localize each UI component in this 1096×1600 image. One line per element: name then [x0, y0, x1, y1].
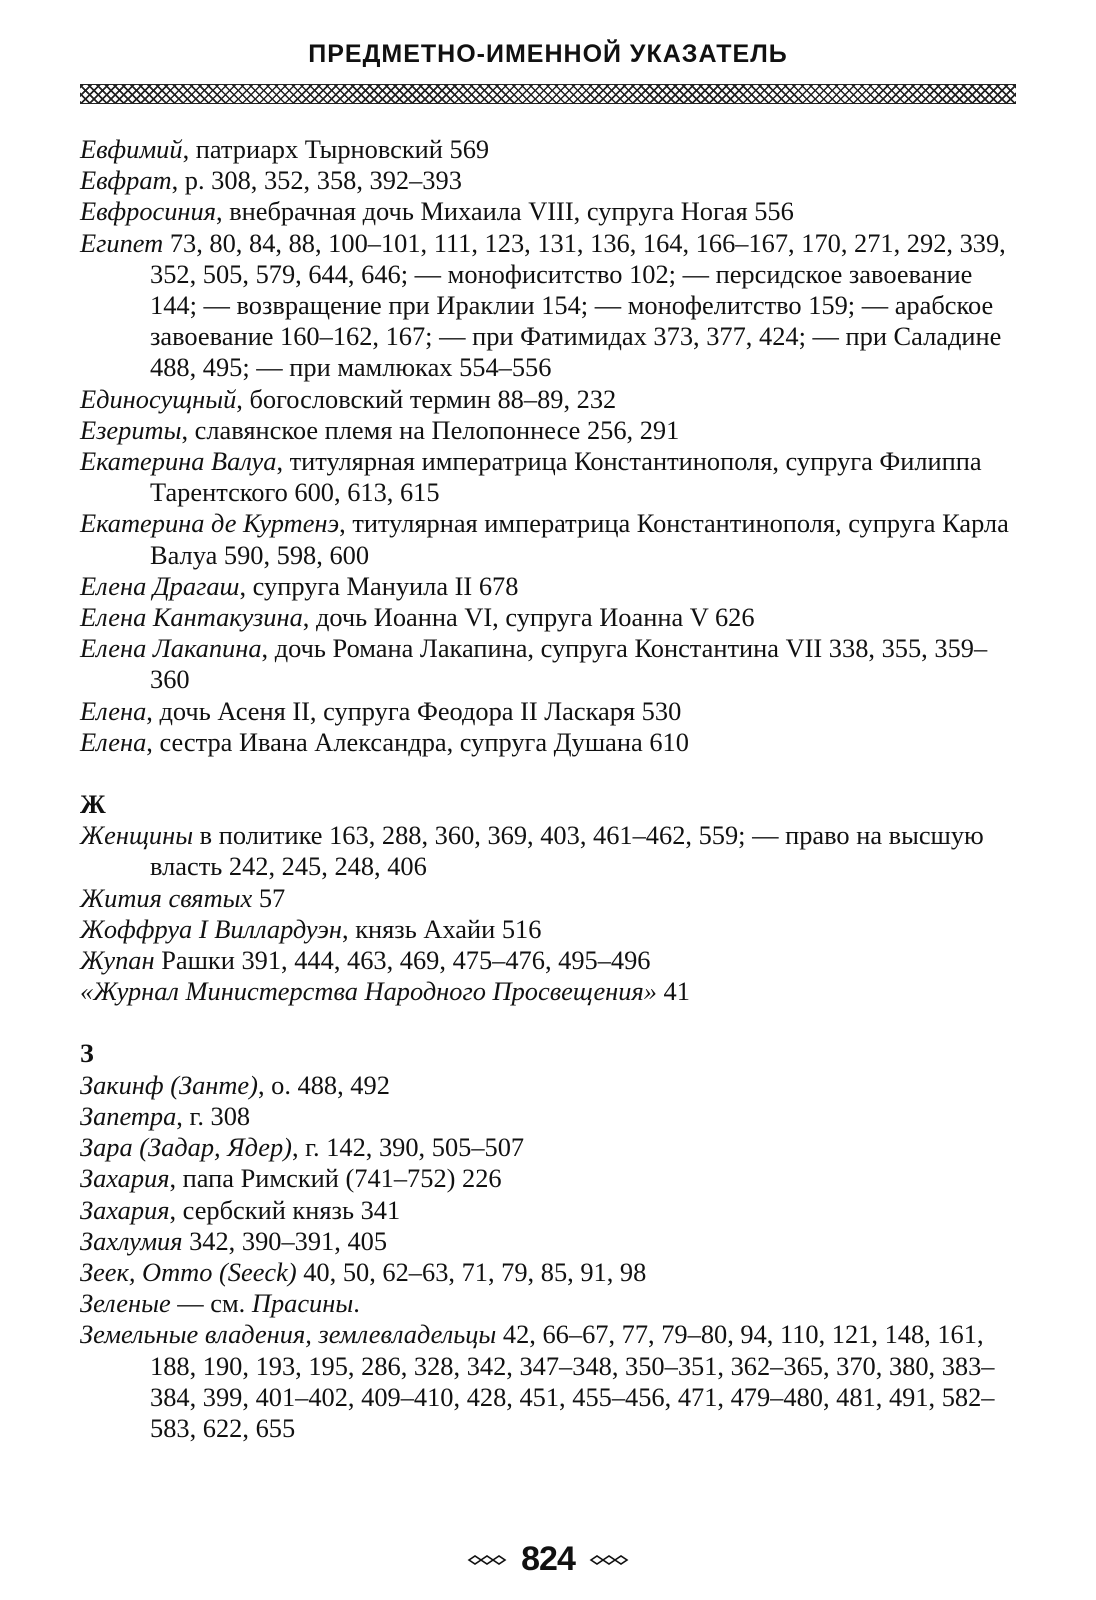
- entry-term: Жупан: [80, 945, 155, 976]
- entry-term: Екатерина де Куртенэ: [80, 508, 340, 539]
- index-entry: [80, 508, 1016, 570]
- page-number: 824: [521, 1540, 575, 1578]
- entry-pages: , сестра Ивана Александра, супруга Душана 610: [146, 726, 689, 757]
- index-entry: [80, 976, 1016, 1007]
- entry-tail: .: [353, 1288, 360, 1319]
- right-ornament-icon: [589, 1555, 629, 1565]
- entry-pages: , титулярная императрица Константинополя, супруга Филиппа Тарентского 600, 613, 615: [150, 446, 982, 508]
- index-entry: [80, 1288, 1016, 1319]
- entry-term: Египет: [80, 227, 164, 258]
- left-ornament-icon: [467, 1555, 507, 1565]
- index-entry: [80, 883, 1016, 914]
- index-entry: [80, 1257, 1016, 1288]
- entry-pages: , дочь Романа Лакапина, супруга Константина VII 338, 355, 359–360: [150, 633, 988, 695]
- entry-pages: , патриарх Тырновский 569: [182, 134, 490, 164]
- cross-reference: Прасины: [251, 1288, 354, 1319]
- entry-pages: , г. 308: [176, 1100, 251, 1131]
- index-entry: [80, 1195, 1016, 1226]
- entry-pages: , дочь Иоанна VI, супруга Иоанна V 626: [302, 602, 755, 633]
- index-entry: [80, 571, 1016, 602]
- entry-pages: , титулярная императрица Константинополя, супруга Карла Валуа 590, 598, 600: [150, 508, 1009, 570]
- entry-pages: 41: [656, 976, 690, 1007]
- index-entry: [80, 1070, 1016, 1101]
- entry-pages: , внебрачная дочь Михаила VIII, супруга Ногая 556: [216, 196, 794, 227]
- entry-term: Жития святых: [80, 882, 253, 913]
- entry-pages: 40, 50, 62–63, 71, 79, 85, 91, 98: [296, 1256, 647, 1287]
- entry-pages: в политике 163, 288, 360, 369, 403, 461–462, 559; — право на высшую власть 242, 245, 248, 406: [150, 820, 984, 882]
- entry-term: Евфросиния: [80, 196, 216, 227]
- entry-pages: — см.: [170, 1288, 252, 1319]
- entry-term: Захария: [80, 1163, 170, 1194]
- entry-term: Евфрат: [80, 165, 172, 196]
- entry-pages: , супруга Мануила II 678: [239, 570, 519, 601]
- index-entry: [80, 1101, 1016, 1132]
- index-entry: [80, 415, 1016, 446]
- index-entry: [80, 446, 1016, 508]
- entry-term: Жоффруа I Виллардуэн: [80, 913, 343, 944]
- entry-pages: , сербский князь 341: [169, 1194, 401, 1225]
- header-ornament-border: [80, 84, 1016, 104]
- entry-pages: , богословский термин 88–89, 232: [236, 383, 617, 414]
- entry-term: Елена: [80, 726, 147, 757]
- index-entry: [80, 633, 1016, 695]
- index-entry: [80, 1226, 1016, 1257]
- index-entry: [80, 820, 1016, 882]
- entry-term: Елена: [80, 695, 147, 726]
- entry-term: Елена Драгаш: [80, 570, 240, 601]
- index-entry: [80, 914, 1016, 945]
- index-entry: [80, 196, 1016, 227]
- index-entry: [80, 1132, 1016, 1163]
- entry-term: «Журнал Министерства Народного Просвещения»: [80, 976, 657, 1007]
- entry-term: Захлумия: [80, 1225, 183, 1256]
- entry-term: Зеек, Отто (Seeck): [80, 1256, 297, 1287]
- index-entry: [80, 1163, 1016, 1194]
- entry-term: Закинф (Занте): [80, 1069, 258, 1100]
- entry-pages: Рашки 391, 444, 463, 469, 475–476, 495–496: [154, 945, 651, 976]
- index-entry: [80, 696, 1016, 727]
- page-footer: [0, 1540, 1096, 1579]
- entry-term: Земельные владения, землевладельцы: [80, 1319, 497, 1350]
- entry-pages: 42, 66–67, 77, 79–80, 94, 110, 121, 148, 161, 188, 190, 193, 195, 286, 328, 342, 347–348, 350–351, 362–365, 370, 380, 383–384, 399, 401–402, 409–410, 428, 451, 455–456, 471, 479–480, 481, 491, 582–583, 622, 655: [150, 1319, 995, 1443]
- entry-term: Зара (Задар, Ядер): [80, 1132, 292, 1163]
- index-entry: [80, 727, 1016, 758]
- index-entry: [80, 165, 1016, 196]
- index-entry: [80, 228, 1016, 384]
- entry-term: Запетра: [80, 1100, 177, 1131]
- section-letter: З: [80, 1039, 94, 1069]
- entry-pages: , дочь Асеня II, супруга Феодора II Ласкаря 530: [146, 695, 682, 726]
- entry-pages: , р. 308, 352, 358, 392–393: [171, 165, 462, 196]
- index-entry: [80, 134, 1016, 165]
- entry-pages: , славянское племя на Пелопоннесе 256, 291: [181, 414, 680, 445]
- running-header: ПРЕДМЕТНО-ИМЕННОЙ УКАЗАТЕЛЬ: [308, 40, 788, 68]
- entry-term: Елена Лакапина: [80, 633, 262, 664]
- index-entry: [80, 1319, 1016, 1444]
- entry-term: Единосущный: [80, 383, 237, 414]
- entry-term: Зеленые: [80, 1288, 171, 1319]
- entry-term: Захария: [80, 1194, 170, 1225]
- entry-term: Екатерина Валуа: [80, 446, 277, 477]
- entry-term: Евфимий: [80, 134, 183, 164]
- index-body: [80, 134, 1016, 1444]
- index-entry: [80, 945, 1016, 976]
- entry-term: Елена Кантакузина: [80, 602, 303, 633]
- index-entry: [80, 384, 1016, 415]
- entry-term: Езериты: [80, 414, 182, 445]
- entry-term: Женщины: [80, 820, 194, 851]
- section-letter: Ж: [80, 790, 106, 820]
- entry-pages: 73, 80, 84, 88, 100–101, 111, 123, 131, 136, 164, 166–167, 170, 271, 292, 339, 352, 505, 579, 644, 646; — монофиситство 102; — персидское завоевание 144; — возвращение при Ираклии 154; — монофелитство 159; — арабское завоевание 160–162, 167; — при Фатимидах 373, 377, 424; — при Саладине 488, 495; — при мамлюках 554–556: [150, 227, 1006, 383]
- entry-pages: , г. 142, 390, 505–507: [291, 1132, 525, 1163]
- entry-pages: , папа Римский (741–752) 226: [169, 1163, 502, 1194]
- entry-pages: , о. 488, 492: [257, 1069, 390, 1100]
- index-entry: [80, 602, 1016, 633]
- entry-pages: , князь Ахайи 516: [342, 913, 542, 944]
- entry-pages: 342, 390–391, 405: [182, 1225, 388, 1256]
- entry-pages: 57: [252, 882, 286, 913]
